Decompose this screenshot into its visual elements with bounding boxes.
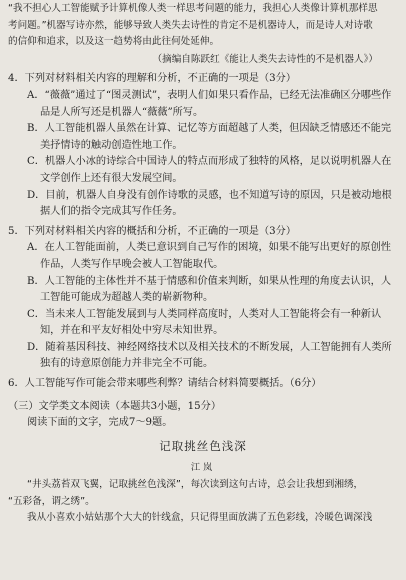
- story-paragraph-cont: “五彩备，谓之绣”。: [8, 495, 95, 507]
- question-4-option-b: B．人工智能机器人虽然在计算、记忆等方面超越了人类，但因缺乏情感还不能完美抒情诗的触动创造性地工作。: [27, 123, 392, 151]
- question-4-stem: 4．下列对材料相关内容的理解和分析，不正确的一项是（3分）: [8, 73, 297, 85]
- story-author: 江岚: [190, 462, 216, 474]
- question-4-option-d: D．目前，机器人自身没有创作诗歌的灵感，也不知道写诗的原因，只是被动地根据人们的指令完成其写作任务。: [27, 189, 392, 218]
- passage-source: （摘编自陈跃红《能让人类失去诗性的不是机器人》）: [152, 53, 378, 65]
- question-5-option-b: B．人工智能的主体性并不基于情感和价值来判断，如果从性理的角度去认识，人工智能可能成为超越人类的崭新物种。: [27, 275, 392, 304]
- passage-line: 的信仰和追求，以及这一趋势将由此往何处延伸。: [8, 36, 220, 48]
- question-5-option-d: D．随着基因科技、神经网络技术以及相关技术的不断发展，人工智能拥有人类所独有的诗意原创能力并非完全不可能。: [27, 341, 392, 370]
- story-title: 记取挑丝色浅深: [159, 438, 247, 453]
- section-3-instruction: 阅读下面的文字，完成7～9题。: [27, 417, 173, 429]
- question-4-option-c: C．机器人小冰的诗综合中国诗人的特点而形成了独特的风格，足以说明机器人在文学创作上还有很大发展空间。: [27, 156, 392, 184]
- story-paragraph: “井头荔苔双飞翼，记取挑丝色浅深”，每次读到这句古诗，总会让我想到湘绣，: [27, 479, 364, 491]
- question-5-stem: 5．下列对材料相关内容的概括和分析，不正确的一项是（3分）: [8, 225, 297, 237]
- passage-line: 考问题。”机器写诗亦然，能够导致人类失去诗性的肯定不是机器诗人，而是诗人对诗歌: [8, 19, 373, 31]
- question-5-option-c: C．当未来人工智能发展到与人类同样高度时，人类对人工智能将会有一种新认知，并在和平友好相处中穷尽未知世界。: [27, 308, 382, 337]
- story-paragraph: 我从小喜欢小姑姑那个大大的针线盒，只记得里面放满了五色彩线，冷暖色调深浅: [27, 512, 373, 524]
- question-5-option-a: A．在人工智能面前，人类已意识到自己写作的困境，如果不能写出更好的原创性作品，人类写作早晚会被人工智能取代。: [27, 242, 391, 270]
- passage-line: “我不担心人工智能赋予计算机像人类一样思考问题的能力，我担心人类像计算机那样思: [8, 3, 378, 14]
- section-3-heading: （三）文学类文本阅读（本题共3小题，15分）: [8, 400, 222, 412]
- question-6-stem: 6．人工智能写作可能会带来哪些利弊？请结合材料简要概括。（6分）: [8, 378, 322, 390]
- question-4-option-a: A．“薇薇”通过了“图灵测试”，表明人们如果只看作品，已经无法准确区分哪些作品是人所写还是机器人“薇薇”所写。: [27, 89, 392, 118]
- exam-page: [0, 1, 406, 580]
